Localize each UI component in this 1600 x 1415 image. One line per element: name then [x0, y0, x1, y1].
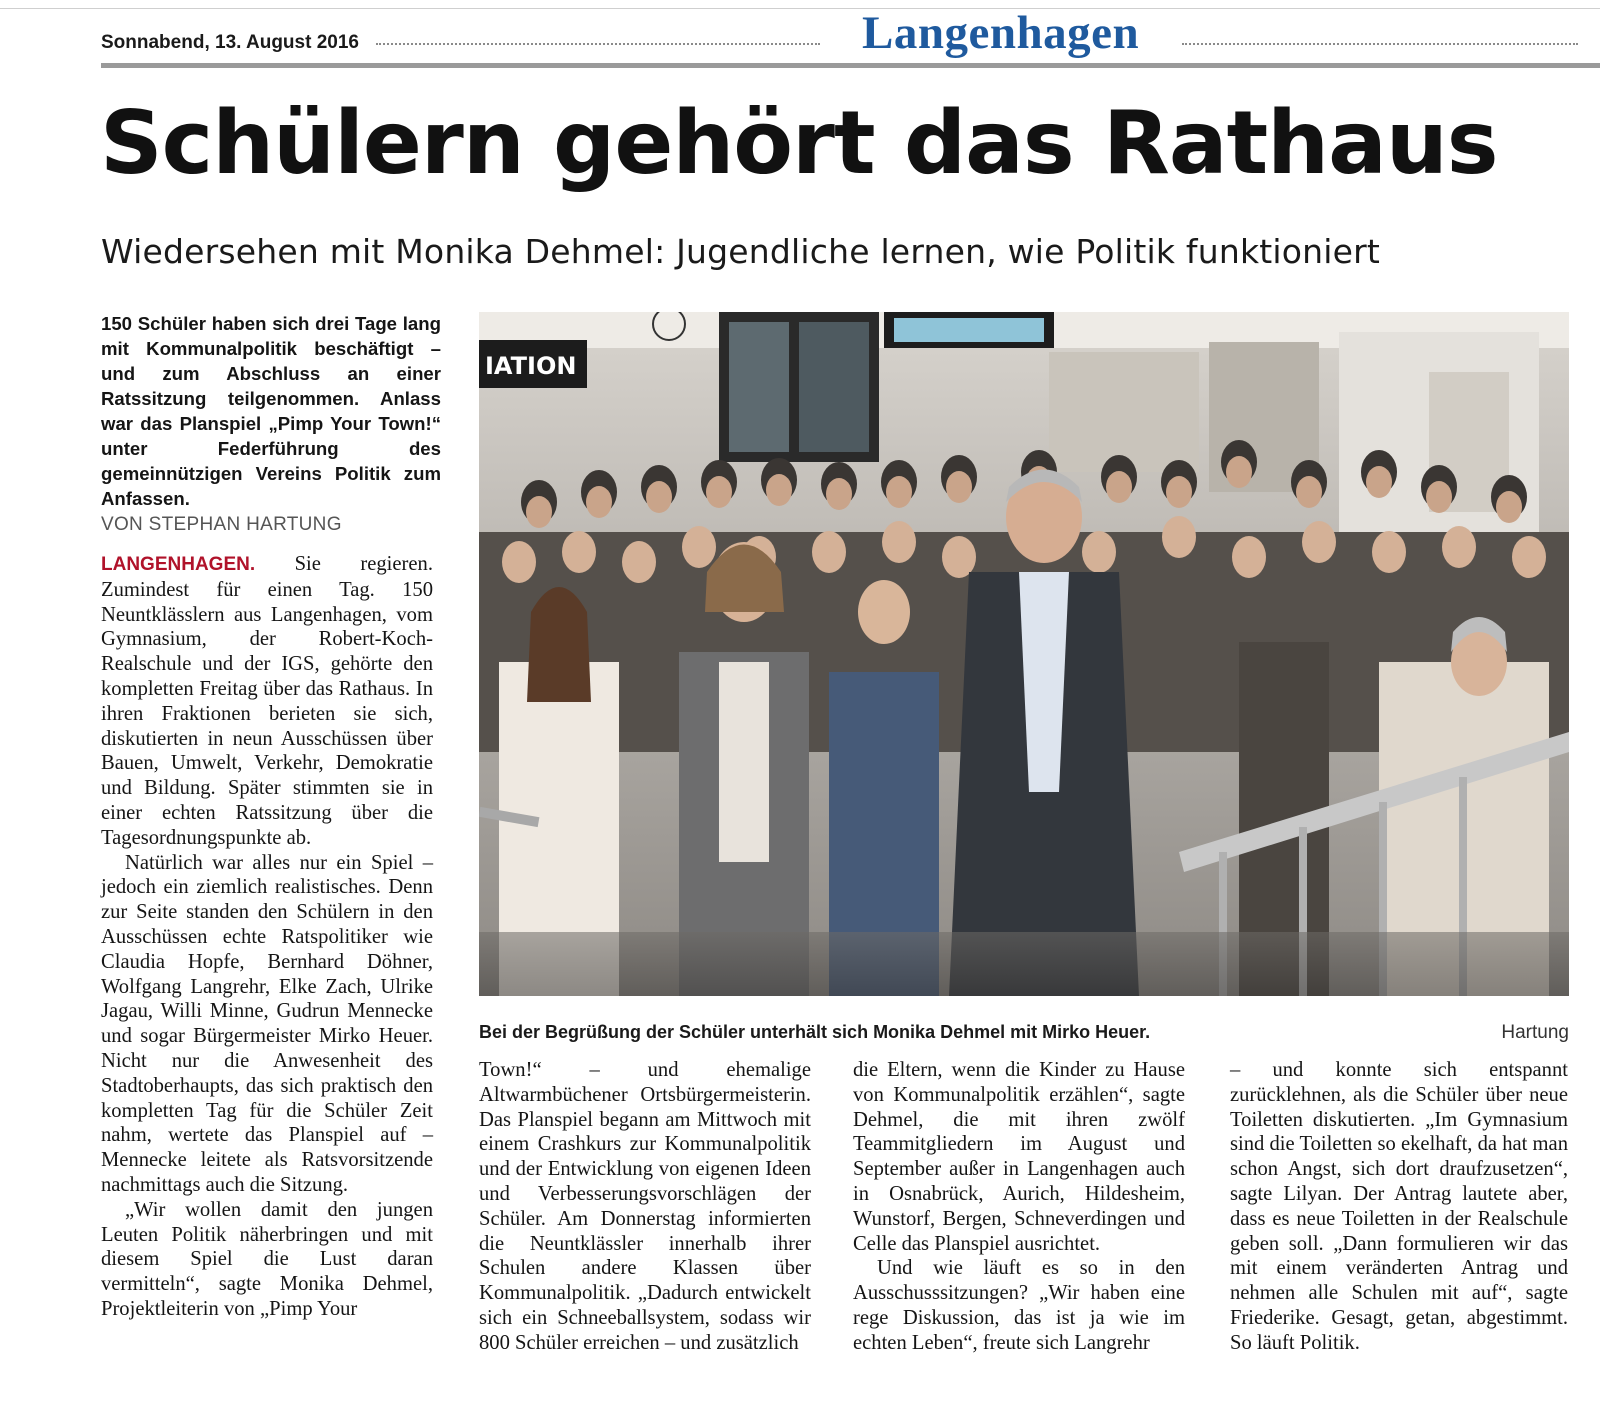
photo-caption: Bei der Begrüßung der Schüler unterhält sich Monika Dehmel mit Mirko Heuer.: [479, 1022, 1151, 1042]
section-title: Langenhagen: [862, 7, 1140, 59]
lead-paragraph: 150 Schüler haben sich drei Tage lang mit Kommunalpolitik beschäftigt – und zum Abschluss an einer Ratssitzung teilgenommen. Anlass war das Planspiel „Pimp Your Town!“ unter Federführung des gemeinnützigen Vereins Politik zum Anfassen.: [101, 313, 441, 509]
photo-illustration: [479, 312, 1569, 996]
paragraph: Und wie läuft es so in den Ausschusssitzungen? „Wir haben eine rege Diskussion, das ist ja wie im echten Leben“, freute sich Langrehr: [853, 1257, 1185, 1354]
paragraph-text: Sie regieren. Zumindest für einen Tag. 150 Neuntklässlern aus Langenhagen, vom Gymnasium, der Robert-Koch-Realschule und der IGS, gehörte den kompletten Freitag über das Rathaus. In ihren Fraktionen berieten sie sich, diskutierten in neun Ausschüssen über Bauen, Umwelt, Verkehr, Demokratie und Bildung. Später stimmten sie in einer echten Ratssitzung über die Tagesordnungspunkte ab.: [101, 553, 433, 849]
article-photo: [479, 312, 1569, 996]
text-column-2: [479, 1058, 811, 1356]
wall-sign: IATION: [485, 352, 577, 380]
paragraph: die Eltern, wenn die Kinder zu Hause von Kommunalpolitik erzählen“, sagte Dehmel, die mit ihren zwölf Teammitgliedern im August und September außer in Langenhagen auch in Osnabrück, Aurich, Hildesheim, Wunstorf, Bergen, Schneverdingen und Celle das Planspiel ausrichtet.: [853, 1059, 1185, 1255]
dateline: LANGENHAGEN.: [101, 554, 256, 575]
top-border: [0, 0, 1600, 9]
paragraph: Town!“ – und ehemalige Altwarmbüchener Ortsbürgermeisterin. Das Planspiel begann am Mittwoch mit einem Crashkurs zur Kommunalpolitik und der Entwicklung von eigenen Ideen und Verbesserungsvorschlägen der Schüler. Am Donnerstag informierten die Neuntklässler innerhalb ihrer Schulen andere Klassen über Kommunalpolitik. „Dadurch entwickelt sich ein Schneeballsystem, sodass wir 800 Schüler erreichen – und zusätzlich: [479, 1059, 811, 1354]
paragraph: Natürlich war alles nur ein Spiel – jedoch ein ziemlich realistisches. Denn zur Seite standen den Schülern in den Ausschüssen echte Ratspolitiker wie Claudia Hopfe, Bernhard Döhner, Wolfgang Langrehr, Elke Zach, Ulrike Jagau, Willi Minne, Gudrun Mennecke und sogar Bürgermeister Mirko Heuer. Nicht nur die Anwesenheit des Stadtoberhaupts, das sich praktisch den kompletten Tag für die Schüler Zeit nahm, wertete das Planspiel auf – Mennecke leitete als Ratsvorsitzende nachmittags auch die Sitzung.: [101, 851, 433, 1196]
paragraph: – und konnte sich entspannt zurücklehnen, als die Schüler über neue Toiletten diskutierten. „Im Gymnasium sind die Toiletten so ekelhaft, da hat man schon Angst, sich dort draufzusetzen“, sagte Lilyan. Der Antrag lautete aber, dass es neue Toiletten in der Realschule geben soll. „Dann formulieren wir das mit einem veränderten Antrag und nehmen alle Schulen mit auf“, sagte Friederike. Gesagt, getan, abgestimmt. So läuft Politik.: [1230, 1059, 1568, 1354]
paragraph: „Wir wollen damit den jungen Leuten Politik näherbringen und mit diesem Spiel die Lust daran vermitteln“, sagte Monika Dehmel, Projektleiterin von „Pimp Your: [101, 1198, 433, 1320]
text-column-1: [101, 552, 433, 1322]
subheadline: Wiedersehen mit Monika Dehmel: Jugendliche lernen, wie Politik funktioniert: [101, 232, 1381, 271]
masthead-dotted-rule-left: [376, 43, 820, 45]
text-column-3: [853, 1058, 1185, 1356]
text-column-4: [1230, 1058, 1568, 1356]
photo-credit: Hartung: [1501, 1022, 1569, 1043]
masthead-dotted-rule-right: [1182, 43, 1578, 45]
masthead-rule: [101, 63, 1600, 68]
byline: VON STEPHAN HARTUNG: [101, 514, 342, 535]
issue-date: Sonnabend, 13. August 2016: [101, 32, 359, 53]
paragraph: [101, 552, 433, 851]
headline: Schülern gehört das Rathaus: [100, 92, 1498, 194]
